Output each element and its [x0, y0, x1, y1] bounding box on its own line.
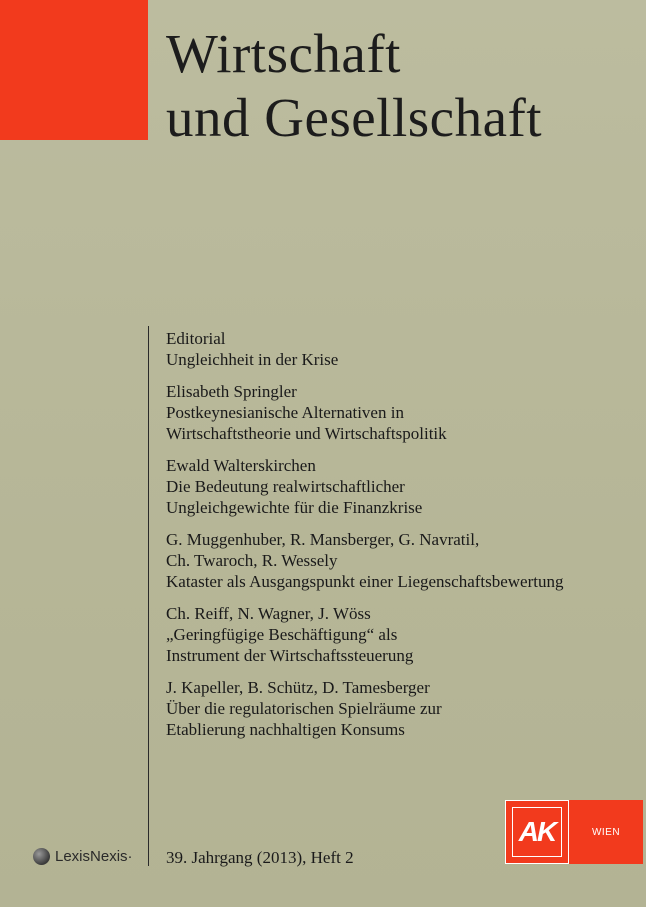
- toc-line: J. Kapeller, B. Schütz, D. Tamesberger: [166, 678, 430, 697]
- title-line-2: und Gesellschaft: [166, 87, 543, 148]
- ak-mark-text: AK: [518, 816, 556, 847]
- toc-line: Über die regulatorischen Spielräume zur: [166, 699, 442, 718]
- toc-line: Die Bedeutung realwirtschaftlicher: [166, 477, 405, 496]
- toc-line: Ch. Reiff, N. Wagner, J. Wöss: [166, 604, 371, 623]
- toc-line: Postkeynesianische Alternativen in: [166, 403, 404, 422]
- toc-line: Elisabeth Springler: [166, 382, 297, 401]
- ak-logo: [505, 800, 643, 864]
- toc-line: Editorial: [166, 329, 226, 348]
- toc-line: Ungleichheit in der Krise: [166, 350, 339, 369]
- toc-line: Etablierung nachhaltigen Konsums: [166, 720, 405, 739]
- toc-entry-kapeller: [166, 677, 636, 740]
- toc-line: G. Muggenhuber, R. Mansberger, G. Navratil,: [166, 530, 480, 549]
- toc-entry-springler: [166, 381, 636, 444]
- ak-city-label: WIEN: [569, 800, 643, 864]
- toc-line: Wirtschaftstheorie und Wirtschaftspolitik: [166, 424, 447, 443]
- globe-icon: [33, 848, 50, 865]
- toc-line: Ewald Walterskirchen: [166, 456, 316, 475]
- toc-line: „Geringfügige Beschäftigung“ als: [166, 625, 398, 644]
- toc-line: Ungleichgewichte für die Finanzkrise: [166, 498, 423, 517]
- toc-line: Instrument der Wirtschaftssteuerung: [166, 646, 414, 665]
- table-of-contents: [166, 328, 636, 751]
- toc-entry-editorial: [166, 328, 636, 370]
- title-line-1: Wirtschaft: [166, 23, 401, 84]
- ak-mark-box: [505, 800, 569, 864]
- toc-entry-muggenhuber: [166, 529, 636, 592]
- toc-entry-walterskirchen: [166, 455, 636, 518]
- divider-line: [148, 326, 149, 866]
- publisher-logo: [33, 848, 133, 865]
- toc-line: Kataster als Ausgangspunkt einer Liegenschaftsbewertung: [166, 572, 564, 591]
- toc-line: Ch. Twaroch, R. Wessely: [166, 551, 338, 570]
- publisher-name: LexisNexis·: [55, 848, 133, 865]
- toc-entry-reiff: [166, 603, 636, 666]
- journal-title: [166, 22, 542, 150]
- issue-info: 39. Jahrgang (2013), Heft 2: [166, 848, 354, 867]
- red-accent-block: [0, 0, 148, 140]
